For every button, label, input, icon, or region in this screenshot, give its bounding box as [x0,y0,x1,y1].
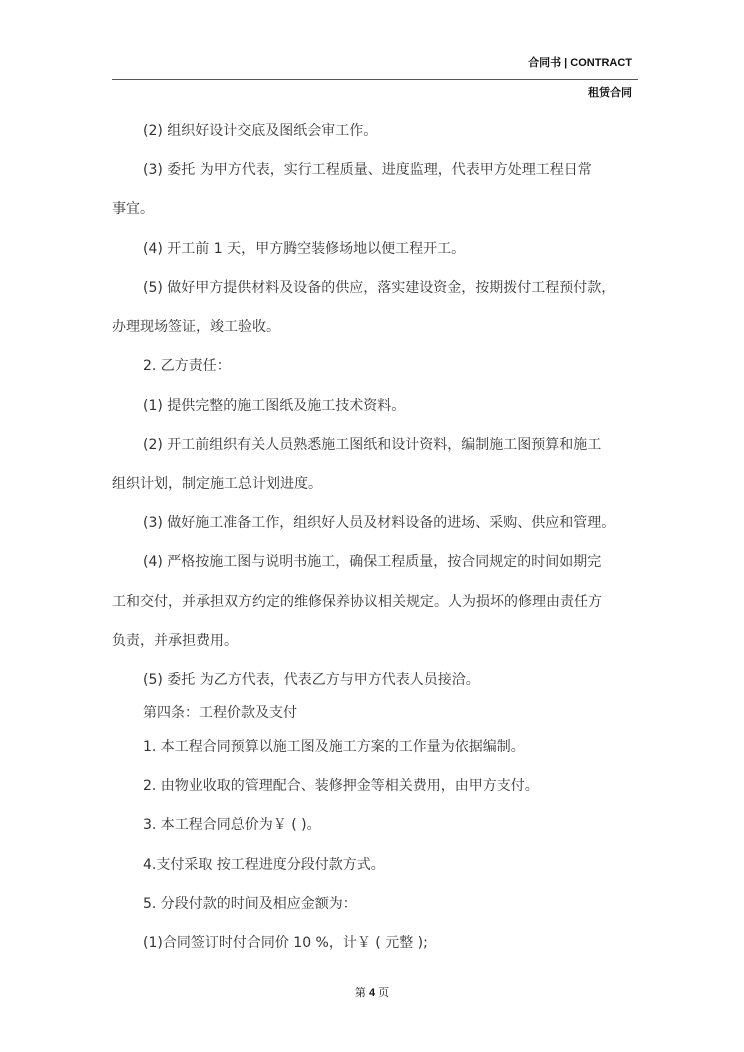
section-heading: 第四条：工程价款及支付 [143,705,297,721]
page-footer [0,984,744,1000]
page-label-prefix: 第 [354,987,366,999]
paragraph-line: 5. 分段付款的时间及相应金额为： [143,896,357,912]
paragraph-line: (5) 做好甲方提供材料及设备的供应，落实建设资金，按期拨付工程预付款， [143,280,616,296]
header-divider [112,79,638,80]
paragraph-line: 4.支付采取 按工程进度分段付款方式。 [143,857,385,873]
header-subtitle: 租赁合同 [588,87,632,99]
header-title: 合同书 | CONTRACT [528,57,632,69]
paragraph-line: 1. 本工程合同预算以施工图及施工方案的工作量为依据编制。 [143,739,525,755]
paragraph-line: (3) 委托 为甲方代表，实行工程质量、进度监理，代表甲方处理工程日常 [143,162,592,178]
paragraph-line: (2) 开工前组织有关人员熟悉施工图纸和设计资料，编制施工图预算和施工 [143,437,602,453]
paragraph-line: 事宜。 [112,201,154,217]
page-label-suffix: 页 [378,987,390,999]
paragraph-line: (3) 做好施工准备工作，组织好人员及材料设备的进场、采购、供应和管理。 [143,515,616,531]
paragraph-line: (1)合同签订时付合同价 10 %，计￥ ( 元整 ); [143,935,428,951]
paragraph-line: 3. 本工程合同总价为￥ ( )。 [143,817,321,833]
paragraph-line: 负责，并承担费用。 [112,633,238,649]
paragraph-line: 工和交付，并承担双方约定的维修保养协议相关规定。人为损坏的修理由责任方 [112,594,602,610]
paragraph-line: (5) 委托 为乙方代表，代表乙方与甲方代表人员接洽。 [143,672,480,688]
paragraph-line: 办理现场签证，竣工验收。 [112,319,280,335]
paragraph-line: 2. 由物业收取的管理配合、装修押金等相关费用，由甲方支付。 [143,778,539,794]
page-number: 4 [368,987,376,999]
paragraph-line: 2. 乙方责任： [143,358,231,374]
paragraph-line: (4) 严格按施工图与说明书施工，确保工程质量，按合同规定的时间如期完 [143,554,602,570]
paragraph-line: (4) 开工前 1 天，甲方腾空装修场地以便工程开工。 [143,241,466,257]
paragraph-line: 组织计划，制定施工总计划进度。 [112,476,322,492]
paragraph-line: (1) 提供完整的施工图纸及施工技术资料。 [143,398,406,414]
paragraph-line: (2) 组织好设计交底及图纸会审工作。 [143,123,378,139]
